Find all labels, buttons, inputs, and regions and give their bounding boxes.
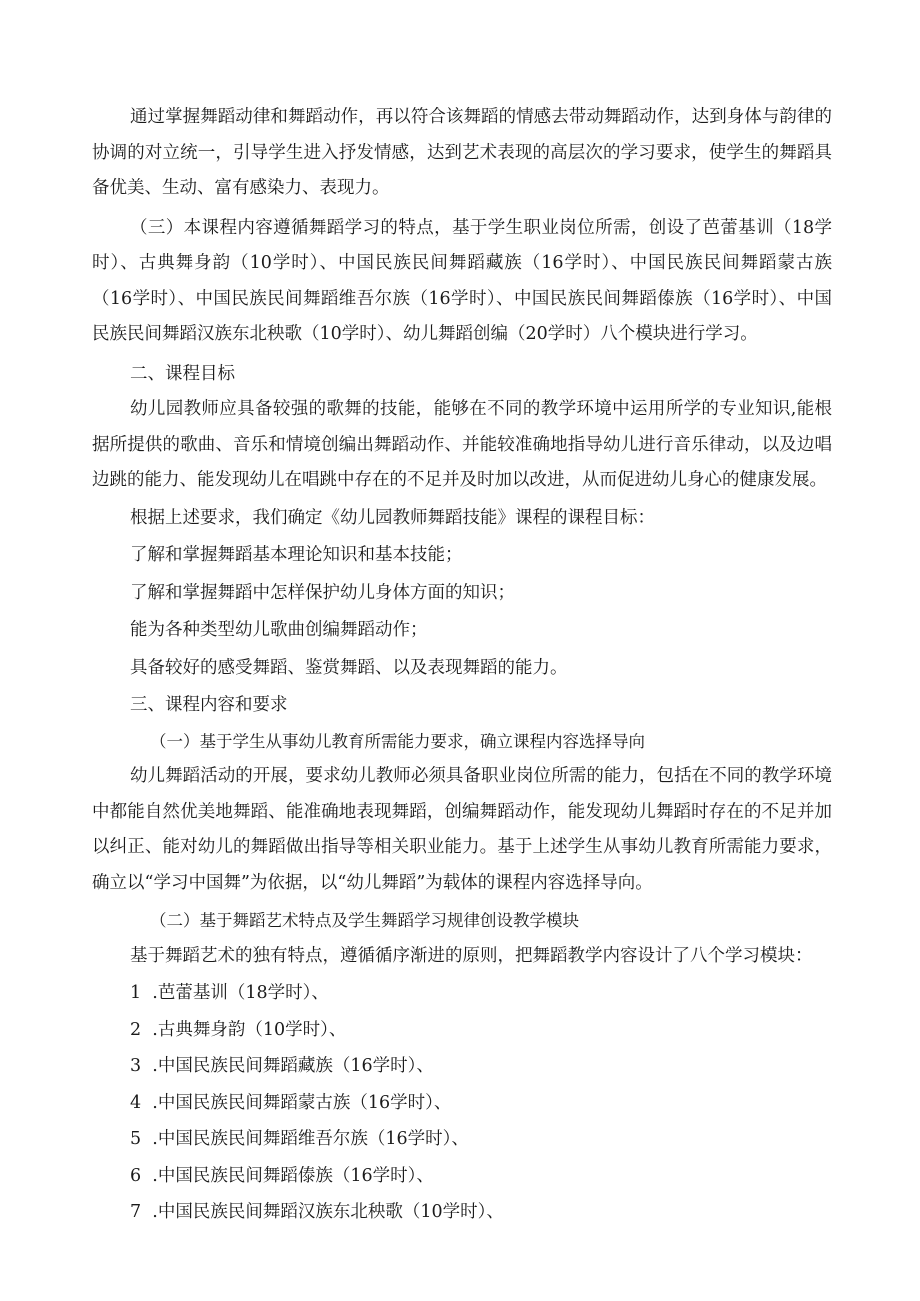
subheading-content-orientation: （一）基于学生从事幼儿教育所需能力要求，确立课程内容选择导向 xyxy=(150,731,645,751)
document-page xyxy=(92,100,832,1231)
objective-item-3: 能为各种类型幼儿歌曲创编舞蹈动作； xyxy=(130,620,428,640)
list-item: 4 .中国民族民间舞蹈蒙古族（16学时）、 xyxy=(130,1092,452,1113)
paragraph-ability-requirements: 幼儿舞蹈活动的开展，要求幼儿教师必须具备职业岗位所需的能力，包括在不同的教学环境中都能自然优美地舞蹈、能准确地表现舞蹈，创编舞蹈动作，能发现幼儿舞蹈时存在的不足并加以纠正、能对幼儿的舞蹈做出指导等相关职业能力。基于上述学生从事幼儿教育所需能力要求，确立以“学习中国舞”为依据，以“幼儿舞蹈”为载体的课程内容选择导向。 xyxy=(92,766,832,893)
paragraph-course-modules-overview: （三）本课程内容遵循舞蹈学习的特点，基于学生职业岗位所需，创设了芭蕾基训（18学时）、古典舞身韵（10学时）、中国民族民间舞蹈藏族（16学时）、中国民族民间舞蹈蒙古族（16学时）、中国民族民间舞蹈维吾尔族（16学时）、中国民族民间舞蹈傣族（16学时）、中国民族民间舞蹈汉族东北秧歌（10学时）、幼儿舞蹈创编（20学时）八个模块进行学习。 xyxy=(92,217,832,344)
list-item: 2 .古典舞身韵（10学时）、 xyxy=(130,1019,347,1040)
paragraph-dance-rhythm: 通过掌握舞蹈动律和舞蹈动作，再以符合该舞蹈的情感去带动舞蹈动作，达到身体与韵律的协调的对立统一，引导学生进入抒发情感，达到艺术表现的高层次的学习要求，使学生的舞蹈具备优美、生动、富有感染力、表现力。 xyxy=(92,107,832,198)
objective-item-4: 具备较好的感受舞蹈、鉴赏舞蹈、以及表现舞蹈的能力。 xyxy=(130,657,568,678)
objective-item-2: 了解和掌握舞蹈中怎样保护幼儿身体方面的知识； xyxy=(130,582,515,603)
subheading-teaching-modules: （二）基于舞蹈艺术特点及学生舞蹈学习规律创设教学模块 xyxy=(150,911,579,930)
objective-item-1: 了解和掌握舞蹈基本理论知识和基本技能； xyxy=(130,545,463,565)
heading-course-content: 三、课程内容和要求 xyxy=(130,695,288,715)
module-list xyxy=(92,976,832,1231)
list-item: 1 .芭蕾基训（18学时）、 xyxy=(130,983,329,1003)
list-item: 3 .中国民族民间舞蹈藏族（16学时）、 xyxy=(130,1056,434,1076)
paragraph-teacher-skills: 幼儿园教师应具备较强的歌舞的技能，能够在不同的教学环境中运用所学的专业知识,能根据所提供的歌曲、音乐和情境创编出舞蹈动作、并能较准确地指导幼儿进行音乐律动，以及边唱边跳的能力、能发现幼儿在唱跳中存在的不足并及时加以改进，从而促进幼儿身心的健康发展。 xyxy=(92,399,832,490)
paragraph-objectives-intro: 根据上述要求，我们确定《幼儿园教师舞蹈技能》课程的课程目标： xyxy=(130,507,655,528)
heading-course-objectives: 二、课程目标 xyxy=(130,363,235,384)
list-item: 7 .中国民族民间舞蹈汉族东北秧歌（10学时）、 xyxy=(130,1202,504,1222)
paragraph-modules-intro: 基于舞蹈艺术的独有特点，遵循循序渐进的原则，把舞蹈教学内容设计了八个学习模块： xyxy=(130,945,813,966)
list-item: 6 .中国民族民间舞蹈傣族（16学时）、 xyxy=(130,1165,434,1186)
list-item: 5 .中国民族民间舞蹈维吾尔族（16学时）、 xyxy=(130,1129,469,1149)
